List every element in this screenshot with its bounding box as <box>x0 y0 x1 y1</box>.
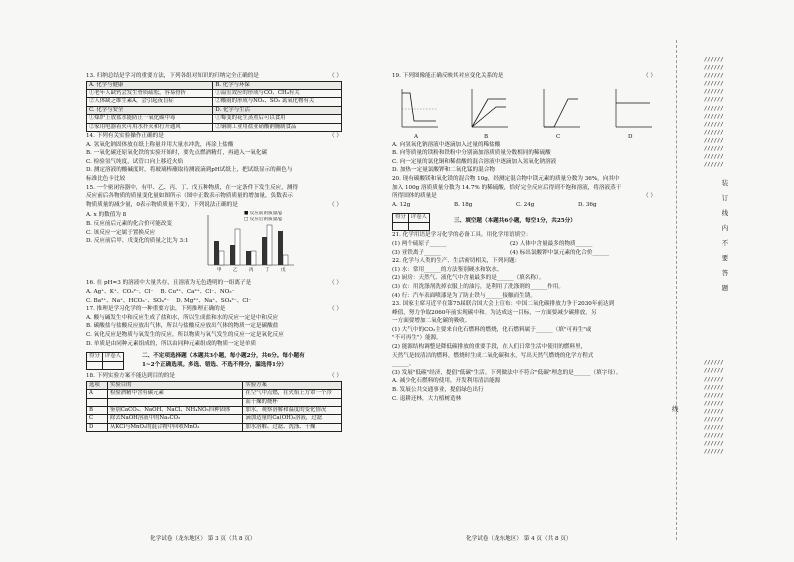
q13-cell: ①温室效应的形成与CO、CH₄有关 <box>213 90 342 98</box>
q20-stem-3: 所得固体的质量是 （ ） <box>392 193 656 200</box>
q18-cell: 检验酒精中含有碳元素 <box>108 390 243 398</box>
q22-item: (1) 水：常用______的方法鉴别硬水和软水。 <box>392 266 503 273</box>
q16-options-row-1 <box>86 288 342 297</box>
q15-x-label: 甲 <box>217 268 222 274</box>
q21-items-row-2 <box>392 249 656 258</box>
q23-stem: 23. 国家主席习近平在第75届联合国大会上宣布：中国二氧化碳排放力争于2030年前达到 <box>392 301 615 308</box>
q15-option: B. 反应前后元素的化合价可能改变 <box>86 220 172 227</box>
q18-cell: D <box>87 423 108 431</box>
score-label: 得分 <box>87 353 103 361</box>
q16-option-b: B. Cu²⁺、Ca²⁺、Cl⁻、NO₃⁻ <box>160 288 235 295</box>
binding-hatching: ////// ////// ////// ////// ////// ////// ////// ////// ////// ////// ////// ////// ////// ////// ////// ////// ////// ////// ////// ////// ////// ////// ////// ////// ////// ////// <box>704 57 724 456</box>
q16-option-a: A. Ag⁺、K⁺、CO₃²⁻、Cl⁻ <box>86 288 154 295</box>
q15-options <box>86 211 189 245</box>
q23-item: (3) 发展"低碳"经济，提倡"低碳"生活。下列做法中不符合"低碳"理念的是______（填字母）。 <box>392 369 622 376</box>
q14-option: D. 测定溶液的酸碱度时，将玻璃棒蘸取待测液滴到pH试纸上，把试纸显示的颜色与 <box>86 167 293 174</box>
binding-warning <box>720 176 730 296</box>
q15-x-label: 丙 <box>249 268 254 274</box>
q19-graph-a <box>396 87 440 131</box>
q13-cell: ②酸雨的形成与NO₂、SO₂ 氮氧化物有关 <box>213 98 342 106</box>
q15-bar-chart <box>202 211 296 273</box>
q18-cell: 在空气中点燃，在火焰上方罩一个冷 <box>243 390 342 398</box>
binding-char: 线 <box>721 209 729 217</box>
q16-options-row-2 <box>86 297 342 306</box>
q18-cell: A <box>87 390 108 398</box>
q23-item: C. 退耕还林，大力植树造林 <box>392 395 462 402</box>
section2-title: 二、不定项选择题（本题共3小题，每小题2分，共6分。每小题有 1~2个正确选项。多选、错选、不选不得分，漏选得1分） <box>142 353 305 368</box>
q15-bar <box>235 229 240 265</box>
score-value-cell <box>393 222 409 230</box>
q21-item: (1) 两个硫原子______ <box>392 240 447 247</box>
q15-x-label: 戊 <box>281 268 286 274</box>
q16-option-c: C. Ba²⁺、Na⁺、HCO₃⁻、SO₄²⁻ <box>86 297 170 304</box>
q19-label-b: B <box>484 133 489 140</box>
q13-cell: ②人体缺乏维生素A，会引起夜盲症 <box>87 98 213 106</box>
q13-cell: ①霉变的花生蒸煮后可以食用 <box>213 115 342 123</box>
binding-char: 装 <box>721 179 729 187</box>
q18-cell: B <box>87 406 108 414</box>
q23-stem-2: 峰值，努力争取2060年前实现碳中和。为达成这一目标，一方面要减少碳排放，另 <box>392 309 597 316</box>
q23-item: (1) 大气中的CO₂主要来自化石燃料的燃烧，化石燃料属于______（填"可再生"或 <box>392 326 592 333</box>
q19-graphs <box>392 85 656 139</box>
grader-label: 评卷人 <box>102 353 123 361</box>
grader-value-cell <box>408 222 429 230</box>
q21-item: (2) 人体中含量最多的物质______ <box>510 240 593 247</box>
q16-option-d: D. Mg²⁺、Na⁺、SO₄²⁻、Cl⁻ <box>176 297 252 304</box>
q13-cell: ②家用电器着火可用水扑灭和打开通风 <box>87 123 213 131</box>
q15-option: D. 反应前后甲、戊变化的质量之比为 3:1 <box>86 238 189 245</box>
q15-bar <box>267 225 272 265</box>
q15-bar <box>230 245 235 265</box>
q23-item: ______。 <box>392 361 415 368</box>
q23-stem-3: 一方面要增加二氧化碳的吸收。 <box>392 318 471 325</box>
q22-item: (2) 厨房：天然气、液化气中含量最多的是______（填名称）。 <box>392 275 545 282</box>
q18-header-plan: 实验方案 <box>243 381 342 389</box>
q15-legend-after: □ 反应后的质量/g <box>244 217 282 223</box>
q19-label-d: D <box>628 133 633 140</box>
q13-cell-a: A. 化学与健康 <box>87 81 213 89</box>
q15-bar <box>219 251 224 265</box>
q18-table <box>86 381 342 432</box>
q19-option: B. 向等质量的镁粉和铁粉中分别滴加溶质质量分数相同的稀硫酸 <box>392 150 551 157</box>
q18-cell: 加水溶解、过滤、洗涤、干燥 <box>243 423 342 431</box>
grader-label: 评卷人 <box>408 214 429 222</box>
q15-stem-2: 反应前后各物质的质量变化量如图所示（图中正数表示物质质量的增加量，负数表示 <box>86 193 293 200</box>
q21-items-row-1 <box>392 240 656 249</box>
q14-option: C. 检验氢气纯度，试管口向上移近火焰 <box>86 158 184 165</box>
q17-option: D. 单质是由同种元素组成的，所以由同种元素组成的物质一定是单质 <box>86 340 257 347</box>
q20-option-a: A. 12g <box>392 201 411 208</box>
q23-item: 天然气是较清洁的燃料，燃烧时生成二氧化碳和水，写出天然气燃烧的化学方程式 <box>392 352 594 359</box>
q19-label-a: A <box>414 133 419 140</box>
q13-cell: ②铜制工业用盐亚硝酸钠腌制食品 <box>213 123 342 131</box>
q21-item: (3) 亚铁离子______ <box>392 249 441 256</box>
q13-cell-c: C. 化学与安全 <box>87 106 213 114</box>
q17-option: B. 碳酸盐与盐酸反应放出气体，所以与盐酸反应放出气体的物质一定是碳酸盐 <box>86 323 279 330</box>
q18-cell: 从KCl与MnO₂的混合物中回收MnO₂ <box>108 423 243 431</box>
q18-cell <box>108 398 243 406</box>
q23-item: (2) 能源结构调整是降低碳排放的重要手段，在人们日常生活中使用的燃料里， <box>392 344 587 351</box>
q15-figure <box>86 211 342 277</box>
q18-cell <box>87 398 108 406</box>
q20-option-b: B. 18g <box>454 201 473 208</box>
binding-char: 题 <box>721 284 729 292</box>
q19-stem: 19. 下列图像能正确反映其对应变化关系的是 （ ） <box>392 73 656 79</box>
binding-line <box>676 40 678 540</box>
q23-item: B. 发展公共交通事业，提倡绿色出行 <box>392 387 484 394</box>
q23-item: "不可再生"）能源。 <box>392 335 442 342</box>
q14-stem: 14. 下列有关实验操作正确的是 （ ） <box>86 133 342 140</box>
q13-table <box>86 81 342 132</box>
q19-option: D. 加热一定量氯酸钾和二氧化锰的混合物 <box>392 167 495 174</box>
q14-option: A. 氢氧化钠固体放在纸上称量并用大量水冲洗，再涂上盐酸 <box>86 141 234 148</box>
q15-legend-before: ■ 反应前的质量/g <box>244 211 282 217</box>
binding-char: 订 <box>721 194 729 202</box>
q19-graph-b <box>466 87 510 131</box>
binding-line-label: 线 <box>672 405 679 413</box>
q19-graph-c <box>538 87 582 131</box>
section2-header <box>86 350 342 372</box>
q18-header-option: 选项 <box>87 381 108 389</box>
q17-option: A. 酸与碱发生中和反应生成了盐和水，所以生成盐和水的反应一定是中和反应 <box>86 314 279 321</box>
q21-item: (4) 标出氯酸钾中氯元素的化合价______ <box>510 249 610 256</box>
q20-stem: 20. 现有碳酸镁和氧化镁的混合物 10g，经测定混合物中镁元素的质量分数为 36%，向其中 <box>392 175 620 182</box>
score-value-cell <box>87 361 103 369</box>
q21-stem: 21. 化学用语是学习化学的必备工具。用化学用语填空： <box>392 232 532 239</box>
binding-char: 答 <box>721 269 729 277</box>
score-box-right <box>392 213 430 230</box>
score-label: 得分 <box>393 214 409 222</box>
q15-option: A. x 的数值为 8 <box>86 212 127 219</box>
section3-header <box>392 211 656 231</box>
q22-stem: 22. 化学与人类的生产、生活密切相关，下列问题： <box>392 258 521 265</box>
q20-options <box>392 201 656 210</box>
q15-bar <box>214 241 219 265</box>
q18-cell: 而干燥的烧杯 <box>243 398 342 406</box>
q15-x-label: 丁 <box>265 268 270 274</box>
q20-option-d: D. 36g <box>578 201 597 208</box>
q22-item: (4) 行：汽车表面喷漆是为了防止铁与______接触而生锈。 <box>392 292 536 299</box>
left-column <box>86 72 342 432</box>
q15-bar <box>251 251 256 265</box>
page-footer-right: 化学试卷（龙东地区） 第 4 页（共 8 页） <box>466 536 572 542</box>
section3-title: 三、填空题（本题共6小题，每空1分，共25分） <box>454 218 576 225</box>
q13-cell-d: D. 化学与生活 <box>213 106 342 114</box>
q19-graph-d <box>610 87 654 131</box>
binding-char: 内 <box>721 224 729 232</box>
q19-option: C. 向一定量的氯化铜和稀盐酸的混合溶液中逐滴加入氢氧化钠溶液 <box>392 158 557 165</box>
q18-cell: 滴加适量的Ca(OH)₂溶液，过滤 <box>243 415 342 423</box>
q20-stem-2: 加入 100g 溶质质量分数为 14.7% 的稀硫酸，恰好完全反应后得到不饱和溶液，将溶液蒸干 <box>392 184 622 191</box>
q19-label-c: C <box>556 133 561 140</box>
q18-cell: C <box>87 415 108 423</box>
q15-stem-3: 物质质量的减少量，0表示物质质量不变），下列说法正确的是 （ ） <box>86 201 342 208</box>
binding-char: 不 <box>721 239 729 247</box>
q15-bar <box>278 231 283 265</box>
score-box-left <box>86 352 124 369</box>
q13-cell: ①老年人缺钙会发生骨质疏松，容易骨折 <box>87 90 213 98</box>
q15-bar <box>283 255 288 265</box>
q20-option-c: C. 24g <box>516 201 535 208</box>
q22-item: (3) 衣：用洗涤剂洗掉衣服上的油污，是利用了洗涤剂的______作用。 <box>392 283 564 290</box>
q13-cell: ①煤炉上放盆水能防止一氧化碳中毒 <box>87 115 213 123</box>
right-column <box>392 72 656 403</box>
q18-stem: 18. 下列实验方案不能达到目的的是 （ ） <box>86 373 342 380</box>
binding-char: 要 <box>721 254 729 262</box>
q13-stem: 13. 归纳总结是学习的重要方法，下列各组对知识的归纳完全正确的是 （ ） <box>86 73 342 79</box>
q15-bar <box>246 251 251 265</box>
q15-bar <box>262 237 267 265</box>
page-footer-left: 化学试卷（龙东地区） 第 3 页（共 8 页） <box>150 536 256 542</box>
q19-option: A. 向氢氧化钠溶液中逐滴加入过量的稀盐酸 <box>392 141 501 148</box>
q18-cell: 加水，观察溶解和温度的变化情况 <box>243 406 342 414</box>
q15-x-label: 乙 <box>233 268 238 274</box>
q14-option: B. 一氧化碳还原氧化铁的实验开始时，要先点燃酒精灯，再通入一氧化碳 <box>86 150 268 157</box>
q18-header-purpose: 实验目的 <box>108 381 243 389</box>
q15-option: C. 该反应一定属于置换反应 <box>86 229 156 236</box>
q18-cell: 除去NaOH溶液中的Na₂CO₃ <box>108 415 243 423</box>
q16-stem: 16. 在 pH=3 的溶液中大量共存，且溶液为无色透明的一组离子是 （ ） <box>86 280 342 287</box>
q15-stem: 15. 一个密闭容器中，有甲、乙、丙、丁、戊五种物质，在一定条件下发生反应，测得 <box>86 184 299 191</box>
q17-stem: 17. 推理是学习化学的一种重要方法，下列推理正确的是 （ ） <box>86 306 342 313</box>
grader-value-cell <box>102 361 123 369</box>
q17-option: C. 氧化反应是物质与氧发生的反应，所以物质与氧气发生的反应一定是氧化反应 <box>86 331 284 338</box>
q14-option: 标准比色卡比较 <box>86 176 126 182</box>
q23-item: A. 减少化石燃料的使用，开发利用清洁能源 <box>392 378 501 385</box>
q13-cell-b: B. 化学与环保 <box>213 81 342 89</box>
q18-cell: 鉴别CaCO₃、NaOH、NaCl、NH₄NO₃四种固体 <box>108 406 243 414</box>
